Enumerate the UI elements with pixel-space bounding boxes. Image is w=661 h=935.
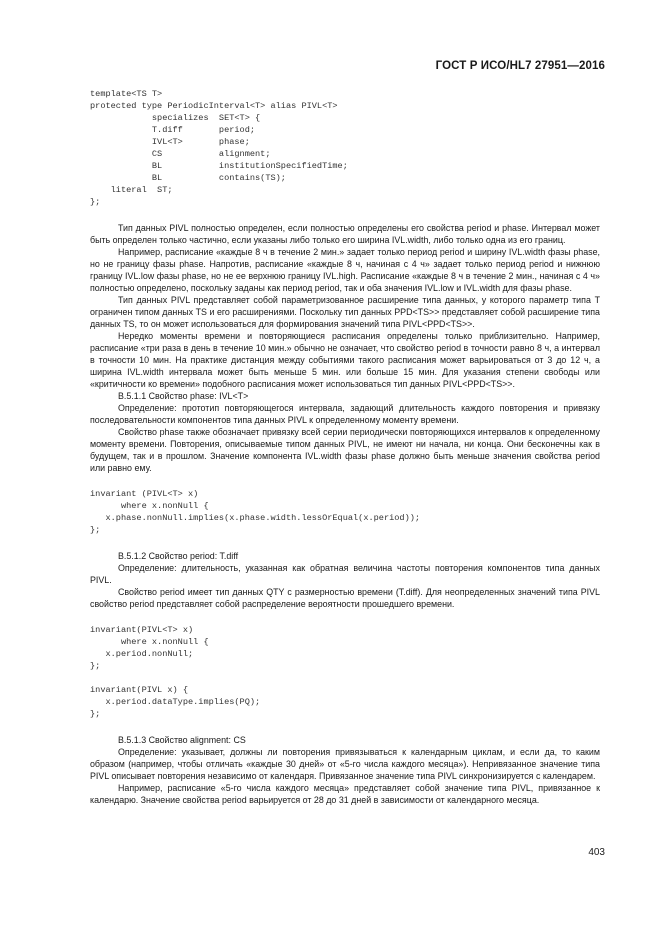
paragraph: Например, расписание «5-го числа каждого месяца» представляет собой значение типа PIVL, привязанное к календарю. Значение свойства period варьируется от 28 до 31 дней в зависимости от календарного месяца. bbox=[90, 783, 600, 805]
page-content bbox=[90, 88, 600, 806]
code-block-phase-invariant: invariant (PIVL<T> x) where x.nonNull { x.phase.nonNull.implies(x.phase.width.lessOrEqual(x.period)); }; bbox=[90, 489, 421, 535]
paragraph: Свойство phase также обозначает привязку всей серии периодически повторяющихся интервалов к определенному моменту времени. Повторения, описываемые типом данных PIVL, не имеют ни начала, ни конца. Они бесконечны как в будущем, так и в прошлом. Значение компонента IVL.width фазы phase должно быть меньше значения свойства period или равно ему. bbox=[90, 427, 600, 473]
section-heading-period: B.5.1.2 Свойство period: T.diff bbox=[118, 551, 239, 561]
paragraph: Нередко моменты времени и повторяющиеся расписания определены только приблизительно. Например, расписание «три раза в день в течение 10 мин.» обычно не означает, что свойство period в точности равно 8 ч, а интервал в точности 10 мин. На практике дистанция между событиями такого расписания может варьироваться от 3 до 12 ч, а ширина IVL.width интервала может быть меньше 5 мин. или больше 15 мин. Для указания степени свободы или «критичности ко времени» подобного расписания может использоваться тип данных PIVL<PPD<TS>>. bbox=[90, 331, 600, 389]
code-block-period-invariant: invariant(PIVL<T> x) where x.nonNull { x.period.nonNull; }; invariant(PIVL x) { x.period.dataType.implies(PQ); }; bbox=[90, 625, 261, 719]
paragraph: Тип данных PIVL полностью определен, если полностью определены его свойства period и phase. Интервал может быть определен только частично, если указаны либо только его ширина IVL.width, либо только одна из его границ. bbox=[90, 223, 600, 245]
section-heading-alignment: B.5.1.3 Свойство alignment: CS bbox=[118, 735, 246, 745]
section-heading-phase: B.5.1.1 Свойство phase: IVL<T> bbox=[118, 391, 249, 401]
paragraph: Определение: длительность, указанная как обратная величина частоты повторения компонентов типа данных PIVL. bbox=[90, 563, 600, 585]
paragraph: Тип данных PIVL представляет собой параметризованное расширение типа данных, у которого параметр типа T ограничен типом данных TS и его расширениями. Поскольку тип данных PPD<TS>> представляет собой расширение типа данных TS, то он может использоваться для формирования значений типа PIVL<PPD<TS>>. bbox=[90, 295, 600, 329]
page-number: 403 bbox=[588, 847, 605, 858]
paragraph: Свойство period имеет тип данных QTY с размерностью времени (T.diff). Для неопределенных значений типа PIVL свойство period представляет собой распределение вероятности прошедшего времени. bbox=[90, 587, 600, 609]
paragraph: Определение: прототип повторяющегося интервала, задающий длительность каждого повторения и привязку последовательности компонентов типа данных PIVL к определенному моменту времени. bbox=[90, 403, 600, 425]
code-block-pivl-definition: template<TS T> protected type PeriodicInterval<T> alias PIVL<T> specializes SET<T> { T.diff period; IVL<T> phase; CS alignment; BL institutionSpecifiedTime; BL contains(TS); literal ST; }; bbox=[90, 89, 348, 207]
paragraph: Например, расписание «каждые 8 ч в течение 2 мин.» задает только период period и ширину IVL.width фазы phase, но не границу фазы phase. Напротив, расписание «каждые 8 ч, начиная с 4 ч» задает только период period и нижнюю границу IVL.low фазы phase, но не ее верхнюю границу IVL.high. Расписание «каждые 8 ч в течение 2 мин., начиная с 4 ч» полностью определено, поскольку заданы как период period, так и оба значения IVL.low и IVL.width для фазы phase. bbox=[90, 247, 600, 293]
document-header: ГОСТ Р ИСО/HL7 27951—2016 bbox=[435, 60, 605, 72]
paragraph: Определение: указывает, должны ли повторения привязываться к календарным циклам, и если да, то каким образом (например, чтобы отличать «каждые 30 дней» от «5-го числа каждого месяца»). Непривязанное значение типа PIVL описывает повторения независимо от календаря. Привязанное значение типа PIVL синхронизируется с календарем. bbox=[90, 747, 600, 781]
